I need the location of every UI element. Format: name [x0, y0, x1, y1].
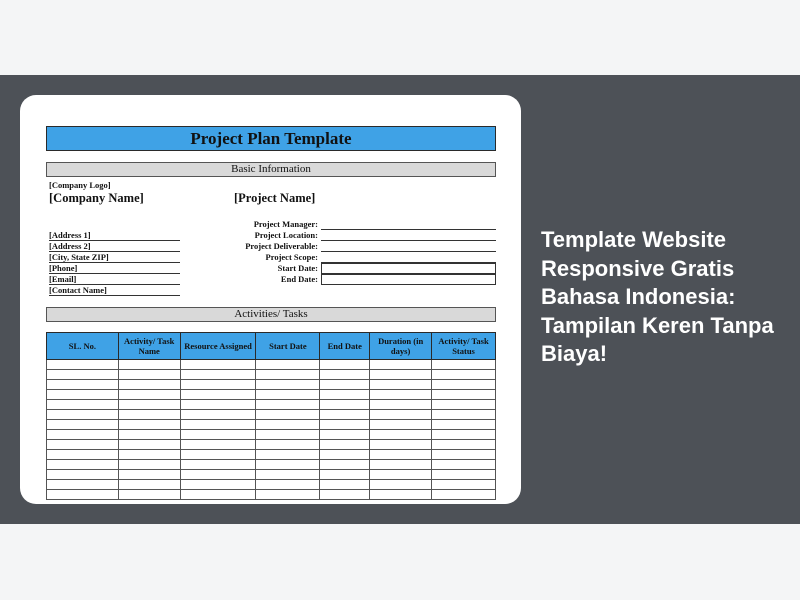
table-cell [320, 410, 370, 420]
table-row [47, 360, 496, 370]
table-cell [47, 410, 119, 420]
table-cell [370, 430, 432, 440]
table-cell [432, 490, 496, 500]
table-cell [370, 450, 432, 460]
project-field-label: Project Scope: [265, 252, 318, 262]
address-line: [Phone] [49, 263, 180, 274]
table-cell [118, 470, 180, 480]
table-cell [180, 440, 256, 450]
company-logo-placeholder: [Company Logo] [49, 180, 111, 190]
table-cell [320, 490, 370, 500]
table-cell [320, 390, 370, 400]
table-cell [180, 410, 256, 420]
address-line: [Email] [49, 274, 180, 285]
template-preview-card[interactable] [20, 95, 521, 504]
table-cell [370, 440, 432, 450]
table-cell [320, 380, 370, 390]
table-cell [256, 490, 320, 500]
table-cell [256, 400, 320, 410]
table-cell [256, 360, 320, 370]
address-line: [Address 2] [49, 241, 180, 252]
table-cell [320, 460, 370, 470]
basic-information-block [46, 177, 496, 307]
table-cell [256, 420, 320, 430]
table-cell [432, 430, 496, 440]
table-row [47, 430, 496, 440]
basic-information-header: Basic Information [46, 162, 496, 177]
table-row [47, 370, 496, 380]
column-header: Resource Assigned [180, 333, 256, 360]
table-cell [180, 450, 256, 460]
table-cell [118, 370, 180, 380]
table-cell [370, 380, 432, 390]
project-plan-document [46, 126, 496, 500]
table-cell [256, 440, 320, 450]
table-cell [256, 410, 320, 420]
table-cell [432, 390, 496, 400]
table-cell [180, 390, 256, 400]
table-cell [180, 400, 256, 410]
table-cell [256, 370, 320, 380]
table-row [47, 490, 496, 500]
table-cell [180, 430, 256, 440]
table-cell [118, 460, 180, 470]
table-cell [118, 400, 180, 410]
table-cell [47, 480, 119, 490]
article-headline[interactable]: Template Website Responsive Gratis Bahasa Indonesia: Tampilan Keren Tanpa Biaya! [541, 227, 774, 366]
address-line: [Address 1] [49, 230, 180, 241]
table-cell [432, 360, 496, 370]
table-cell [370, 370, 432, 380]
table-row [47, 410, 496, 420]
table-cell [118, 380, 180, 390]
table-cell [370, 470, 432, 480]
table-cell [180, 360, 256, 370]
table-cell [47, 360, 119, 370]
column-header: Start Date [256, 333, 320, 360]
table-cell [370, 360, 432, 370]
table-cell [256, 470, 320, 480]
table-cell [320, 360, 370, 370]
table-cell [47, 490, 119, 500]
table-cell [320, 420, 370, 430]
table-cell [118, 420, 180, 430]
table-cell [320, 440, 370, 450]
table-cell [47, 470, 119, 480]
table-cell [432, 420, 496, 430]
table-cell [256, 480, 320, 490]
table-cell [47, 450, 119, 460]
table-row [47, 480, 496, 490]
table-cell [180, 480, 256, 490]
project-name-placeholder: [Project Name] [234, 191, 316, 205]
table-row [47, 420, 496, 430]
table-header-row [47, 333, 496, 360]
table-cell [320, 480, 370, 490]
table-cell [432, 410, 496, 420]
table-cell [370, 480, 432, 490]
table-cell [432, 470, 496, 480]
table-row [47, 400, 496, 410]
table-cell [47, 390, 119, 400]
table-cell [432, 380, 496, 390]
table-cell [370, 420, 432, 430]
document-title: Project Plan Template [46, 126, 496, 151]
table-row [47, 450, 496, 460]
table-body [47, 360, 496, 500]
table-cell [432, 440, 496, 450]
table-row [47, 460, 496, 470]
activities-table [46, 332, 496, 500]
table-cell [118, 410, 180, 420]
activities-tasks-header: Activities/ Tasks [46, 307, 496, 322]
table-cell [180, 460, 256, 470]
table-cell [47, 400, 119, 410]
table-cell [180, 490, 256, 500]
project-field-line [321, 241, 496, 252]
table-cell [320, 450, 370, 460]
table-cell [47, 430, 119, 440]
table-cell [118, 490, 180, 500]
table-cell [118, 430, 180, 440]
column-header: End Date [320, 333, 370, 360]
table-cell [47, 420, 119, 430]
table-row [47, 380, 496, 390]
table-cell [320, 370, 370, 380]
table-cell [370, 490, 432, 500]
table-row [47, 390, 496, 400]
table-cell [47, 440, 119, 450]
table-cell [118, 440, 180, 450]
table-cell [370, 400, 432, 410]
table-cell [370, 460, 432, 470]
table-cell [432, 370, 496, 380]
column-header: Activity/ Task Status [432, 333, 496, 360]
project-field-label: Project Manager: [253, 219, 318, 229]
project-field-label: Start Date: [277, 263, 318, 273]
table-cell [432, 460, 496, 470]
column-header: Duration (in days) [370, 333, 432, 360]
table-cell [47, 380, 119, 390]
table-cell [320, 400, 370, 410]
table-cell [180, 370, 256, 380]
project-field-label: Project Deliverable: [245, 241, 318, 251]
table-row [47, 470, 496, 480]
table-cell [432, 450, 496, 460]
project-field-box [321, 274, 496, 285]
table-row [47, 440, 496, 450]
table-cell [256, 380, 320, 390]
table-cell [118, 450, 180, 460]
project-field-line [321, 219, 496, 230]
table-cell [180, 380, 256, 390]
project-field-line [321, 230, 496, 241]
table-cell [320, 470, 370, 480]
table-cell [432, 480, 496, 490]
table-cell [432, 400, 496, 410]
table-cell [118, 480, 180, 490]
table-cell [370, 390, 432, 400]
address-line: [City, State ZIP] [49, 252, 180, 263]
table-cell [47, 370, 119, 380]
table-cell [256, 430, 320, 440]
table-cell [180, 470, 256, 480]
table-cell [256, 450, 320, 460]
project-field-line [321, 252, 496, 263]
table-cell [256, 460, 320, 470]
project-field-label: End Date: [280, 274, 318, 284]
project-field-label: Project Location: [254, 230, 318, 240]
company-name-placeholder: [Company Name] [49, 191, 144, 205]
table-cell [118, 390, 180, 400]
table-cell [320, 430, 370, 440]
project-field-box [321, 263, 496, 274]
table-cell [370, 410, 432, 420]
column-header: Activity/ Task Name [118, 333, 180, 360]
table-cell [180, 420, 256, 430]
table-cell [118, 360, 180, 370]
table-cell [256, 390, 320, 400]
address-line: [Contact Name] [49, 285, 180, 296]
column-header: SL. No. [47, 333, 119, 360]
table-cell [47, 460, 119, 470]
